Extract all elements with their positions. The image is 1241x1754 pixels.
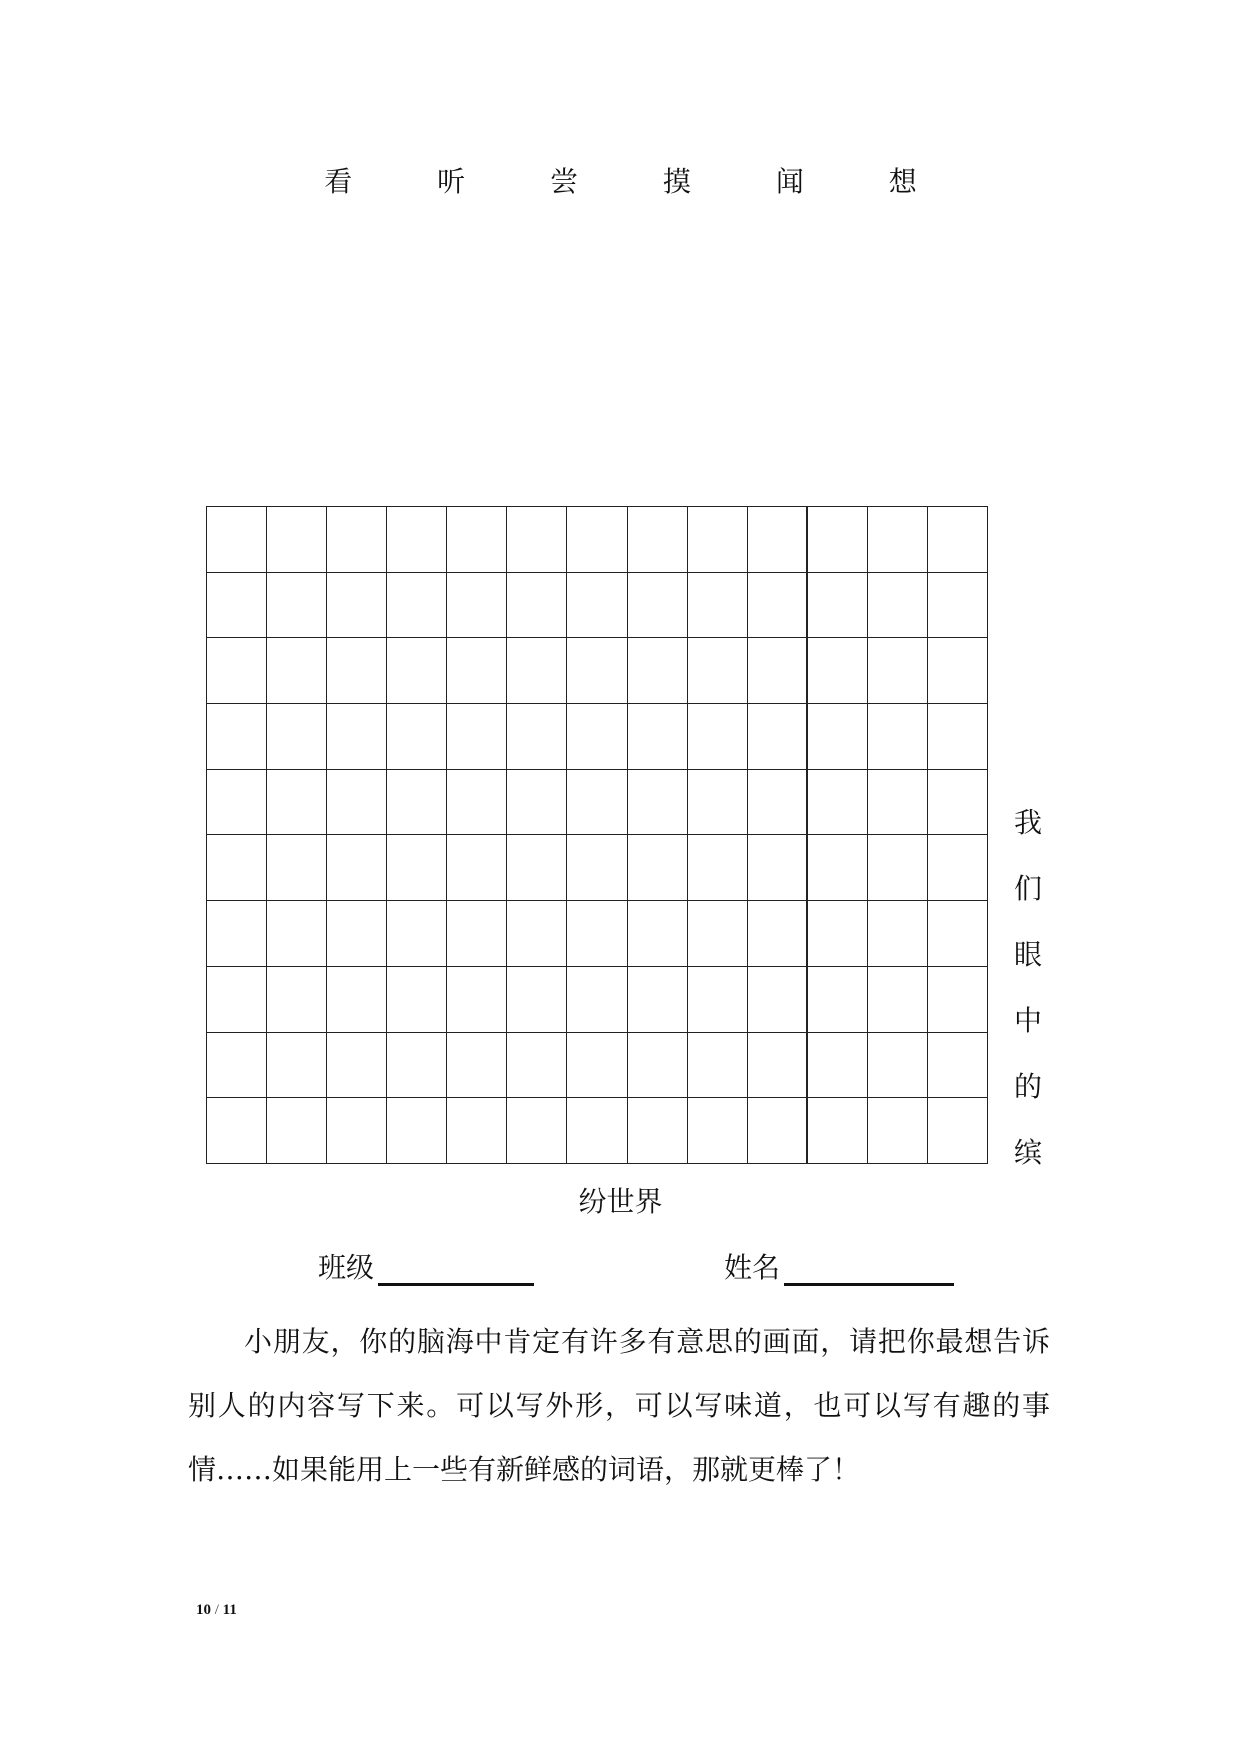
grid-cell[interactable] <box>628 770 688 836</box>
grid-cell[interactable] <box>447 835 507 901</box>
grid-cell[interactable] <box>688 573 748 639</box>
grid-cell[interactable] <box>507 967 567 1033</box>
grid-cell[interactable] <box>447 638 507 704</box>
grid-cell[interactable] <box>688 638 748 704</box>
grid-cell[interactable] <box>928 573 988 639</box>
page-number <box>196 1602 237 1619</box>
grid-cell[interactable] <box>628 638 688 704</box>
grid-cell[interactable] <box>207 835 267 901</box>
grid-cell[interactable] <box>327 770 387 836</box>
grid-cell[interactable] <box>507 901 567 967</box>
grid-cell[interactable] <box>868 638 928 704</box>
grid-cell[interactable] <box>447 507 507 573</box>
grid-cell[interactable] <box>628 901 688 967</box>
grid-cell[interactable] <box>928 704 988 770</box>
grid-cell[interactable] <box>808 1098 868 1164</box>
page-separator: / <box>214 1602 219 1618</box>
grid-cell[interactable] <box>748 507 808 573</box>
grid-cell[interactable] <box>748 770 808 836</box>
grid-cell[interactable] <box>688 770 748 836</box>
grid-cell[interactable] <box>688 901 748 967</box>
grid-cell[interactable] <box>447 573 507 639</box>
grid-cell[interactable] <box>928 770 988 836</box>
grid-cell[interactable] <box>567 967 627 1033</box>
instructions-paragraph: 小朋友，你的脑海中肯定有许多有意思的画面，请把你最想告诉别人的内容写下来。可以写外形，可以写味道，也可以写有趣的事情……如果能用上一些有新鲜感的词语，那就更棒了！ <box>188 1325 1050 1486</box>
grid-cell[interactable] <box>387 835 447 901</box>
grid-cell[interactable] <box>267 1033 327 1099</box>
grid-cell[interactable] <box>868 1033 928 1099</box>
grid-cell[interactable] <box>688 1098 748 1164</box>
side-text-char: 我 <box>1013 806 1042 839</box>
grid-cell[interactable] <box>868 901 928 967</box>
grid-cell[interactable] <box>868 573 928 639</box>
grid-cell[interactable] <box>507 1033 567 1099</box>
grid-cell[interactable] <box>928 1098 988 1164</box>
grid-cell[interactable] <box>808 704 868 770</box>
grid-cell[interactable] <box>928 1033 988 1099</box>
grid-cell[interactable] <box>267 1098 327 1164</box>
grid-cell[interactable] <box>748 1098 808 1164</box>
grid-cell[interactable] <box>207 901 267 967</box>
grid-cell[interactable] <box>207 1098 267 1164</box>
grid-cell[interactable] <box>567 901 627 967</box>
grid-cell[interactable] <box>207 704 267 770</box>
grid-cell[interactable] <box>507 1098 567 1164</box>
grid-cell[interactable] <box>327 573 387 639</box>
grid-cell[interactable] <box>688 835 748 901</box>
grid-cell[interactable] <box>387 507 447 573</box>
grid-cell[interactable] <box>628 835 688 901</box>
grid-cell[interactable] <box>327 507 387 573</box>
grid-cell[interactable] <box>447 1033 507 1099</box>
side-text-char: 的 <box>1013 1070 1042 1103</box>
grid-cell[interactable] <box>327 1098 387 1164</box>
grid-cell[interactable] <box>327 704 387 770</box>
grid-cell[interactable] <box>748 638 808 704</box>
grid-cell[interactable] <box>567 835 627 901</box>
grid-cell[interactable] <box>567 1033 627 1099</box>
grid-cell[interactable] <box>688 1033 748 1099</box>
grid-cell[interactable] <box>567 573 627 639</box>
grid-cell[interactable] <box>207 1033 267 1099</box>
grid-cell[interactable] <box>628 507 688 573</box>
grid-cell[interactable] <box>928 901 988 967</box>
grid-cell[interactable] <box>808 507 868 573</box>
grid-cell[interactable] <box>928 835 988 901</box>
grid-cell[interactable] <box>447 704 507 770</box>
grid-cell[interactable] <box>808 901 868 967</box>
grid-cell[interactable] <box>207 770 267 836</box>
grid-cell[interactable] <box>928 638 988 704</box>
grid-cell[interactable] <box>387 770 447 836</box>
side-text-char: 们 <box>1013 872 1042 905</box>
worksheet-title: 看 听 尝 摸 闻 想 <box>324 165 955 198</box>
grid-cell[interactable] <box>688 967 748 1033</box>
grid-cell[interactable] <box>207 507 267 573</box>
grid-cell[interactable] <box>748 967 808 1033</box>
grid-cell[interactable] <box>207 967 267 1033</box>
grid-cell[interactable] <box>267 573 327 639</box>
class-label: 班级 <box>318 1251 375 1284</box>
grid-cell[interactable] <box>327 967 387 1033</box>
grid-cell[interactable] <box>387 573 447 639</box>
grid-cell[interactable] <box>387 1098 447 1164</box>
grid-cell[interactable] <box>868 1098 928 1164</box>
class-field <box>318 1246 534 1286</box>
grid-cell[interactable] <box>868 770 928 836</box>
grid-cell[interactable] <box>267 835 327 901</box>
grid-cell[interactable] <box>928 967 988 1033</box>
grid-cell[interactable] <box>387 638 447 704</box>
grid-cell[interactable] <box>688 507 748 573</box>
writing-grid[interactable] <box>206 506 988 1164</box>
grid-cell[interactable] <box>688 704 748 770</box>
grid-cell[interactable] <box>628 967 688 1033</box>
page-total: 11 <box>222 1602 237 1618</box>
grid-cell[interactable] <box>567 1098 627 1164</box>
grid-cell[interactable] <box>447 967 507 1033</box>
grid-cell[interactable] <box>808 638 868 704</box>
grid-cell[interactable] <box>387 704 447 770</box>
page-current: 10 <box>196 1602 211 1618</box>
grid-cell[interactable] <box>387 1033 447 1099</box>
grid-cell[interactable] <box>628 704 688 770</box>
grid-cell[interactable] <box>567 507 627 573</box>
grid-cell[interactable] <box>207 638 267 704</box>
grid-cell[interactable] <box>868 967 928 1033</box>
grid-cell[interactable] <box>447 1098 507 1164</box>
grid-cell[interactable] <box>507 573 567 639</box>
grid-cell[interactable] <box>748 901 808 967</box>
grid-cell[interactable] <box>628 573 688 639</box>
grid-cell[interactable] <box>507 638 567 704</box>
grid-cell[interactable] <box>267 770 327 836</box>
grid-cell[interactable] <box>928 507 988 573</box>
grid-cell[interactable] <box>748 704 808 770</box>
grid-cell[interactable] <box>267 704 327 770</box>
grid-cell[interactable] <box>327 1033 387 1099</box>
name-blank[interactable] <box>784 1251 954 1286</box>
side-text-char: 缤 <box>1013 1136 1042 1169</box>
grid-cell[interactable] <box>567 770 627 836</box>
grid-cell[interactable] <box>748 573 808 639</box>
grid-cell[interactable] <box>507 507 567 573</box>
grid-cell[interactable] <box>387 967 447 1033</box>
grid-cell[interactable] <box>808 770 868 836</box>
grid-cell[interactable] <box>447 770 507 836</box>
grid-cell[interactable] <box>267 638 327 704</box>
grid-cell[interactable] <box>267 967 327 1033</box>
grid-cell[interactable] <box>327 638 387 704</box>
grid-cell[interactable] <box>507 835 567 901</box>
grid-cell[interactable] <box>447 901 507 967</box>
grid-cell[interactable] <box>808 835 868 901</box>
grid-cell[interactable] <box>808 1033 868 1099</box>
grid-cell[interactable] <box>267 901 327 967</box>
class-blank[interactable] <box>378 1251 534 1286</box>
grid-cell[interactable] <box>628 1098 688 1164</box>
grid-cell[interactable] <box>507 770 567 836</box>
grid-cell[interactable] <box>748 835 808 901</box>
grid-cell[interactable] <box>327 901 387 967</box>
name-field <box>724 1246 954 1286</box>
grid-cell[interactable] <box>507 704 567 770</box>
worksheet-subtitle: 纷世界 <box>578 1185 663 1218</box>
grid-cell[interactable] <box>207 573 267 639</box>
grid-cell[interactable] <box>567 704 627 770</box>
grid-cell[interactable] <box>748 1033 808 1099</box>
grid-cell[interactable] <box>808 967 868 1033</box>
side-text-char: 眼 <box>1013 938 1042 971</box>
grid-cell[interactable] <box>868 835 928 901</box>
grid-cell[interactable] <box>327 835 387 901</box>
grid-cell[interactable] <box>267 507 327 573</box>
grid-cell[interactable] <box>387 901 447 967</box>
grid-cell[interactable] <box>567 638 627 704</box>
grid-cell[interactable] <box>868 704 928 770</box>
grid-cell[interactable] <box>808 573 868 639</box>
grid-cell[interactable] <box>868 507 928 573</box>
vertical-side-text <box>1010 790 1046 1186</box>
name-label: 姓名 <box>724 1251 781 1284</box>
grid-cell[interactable] <box>628 1033 688 1099</box>
side-text-char: 中 <box>1013 1004 1042 1037</box>
